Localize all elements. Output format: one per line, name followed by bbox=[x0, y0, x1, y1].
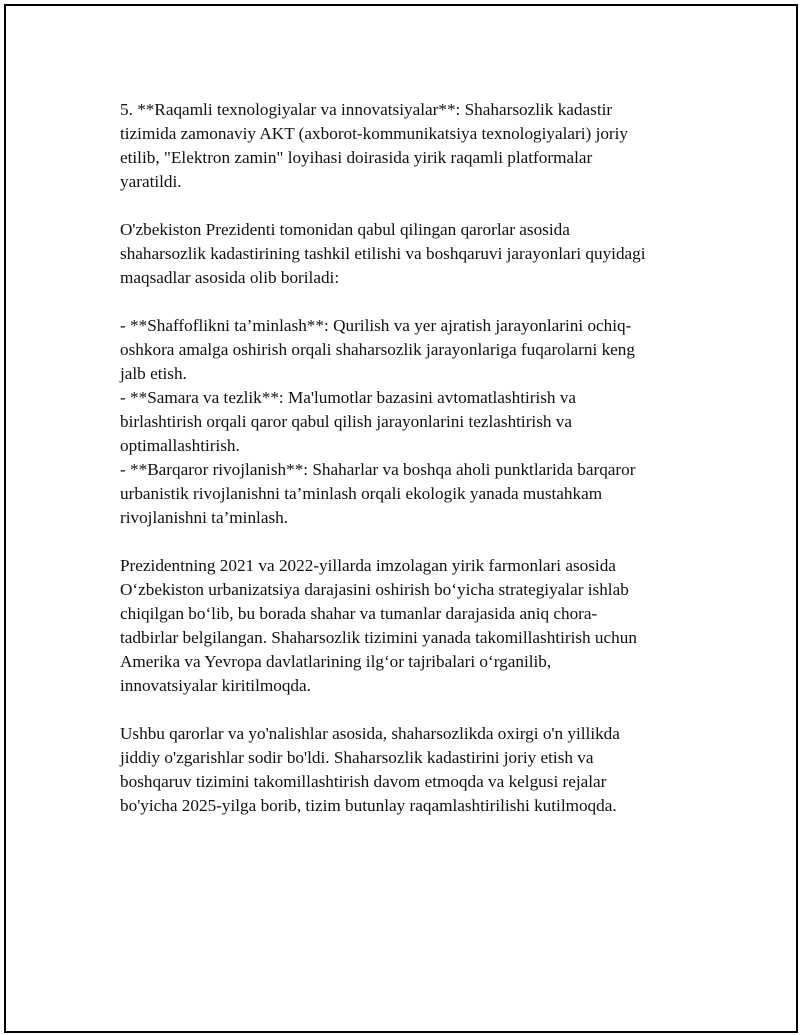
text-line: tizimida zamonaviy AKT (axborot-kommunikatsiya texnologiyalari) joriy bbox=[120, 124, 629, 143]
text-line: etilib, "Elektron zamin" loyihasi doirasida yirik raqamli platformalar bbox=[120, 148, 593, 167]
text-line: birlashtirish orqali qaror qabul qilish jarayonlarini tezlashtirish va bbox=[120, 412, 573, 431]
paragraph-digital-technologies bbox=[120, 98, 700, 194]
text-line: rivojlanishni ta’minlash. bbox=[120, 508, 289, 527]
text-line: Prezidentning 2021 va 2022-yillarda imzolagan yirik farmonlari asosida bbox=[120, 556, 616, 575]
text-line: boshqaruv tizimini takomillashtirish davom etmoqda va kelgusi rejalar bbox=[120, 772, 607, 791]
text-line: innovatsiyalar kiritilmoqda. bbox=[120, 676, 311, 695]
paragraph-president-decisions bbox=[120, 218, 700, 290]
text-line: Amerika va Yevropa davlatlarining ilg‘or tajribalari o‘rganilib, bbox=[120, 652, 552, 671]
text-line: urbanistik rivojlanishni ta’minlash orqali ekologik yanada mustahkam bbox=[120, 484, 603, 503]
text-line: O‘zbekiston urbanizatsiya darajasini oshirish bo‘yicha strategiyalar ishlab bbox=[120, 580, 629, 599]
text-line: shaharsozlik kadastirining tashkil etilishi va boshqaruvi jarayonlari quyidagi bbox=[120, 244, 646, 263]
paragraph-conclusion bbox=[120, 722, 700, 818]
text-line: oshkora amalga oshirish orqali shaharsozlik jarayonlariga fuqarolarni keng bbox=[120, 340, 635, 359]
text-line: tadbirlar belgilangan. Shaharsozlik tizimini yanada takomillashtirish uchun bbox=[120, 628, 637, 647]
text-line: - **Barqaror rivojlanish**: Shaharlar va boshqa aholi punktlarida barqaror bbox=[120, 460, 636, 479]
paragraph-presidential-decrees bbox=[120, 554, 700, 698]
text-line: optimallashtirish. bbox=[120, 436, 240, 455]
text-line: maqsadlar asosida olib boriladi: bbox=[120, 268, 340, 287]
text-line: - **Shaffoflikni ta’minlash**: Qurilish va yer ajratish jarayonlarini ochiq- bbox=[120, 316, 632, 335]
text-line: jiddiy o'zgarishlar sodir bo'ldi. Shaharsozlik kadastirini joriy etish va bbox=[120, 748, 594, 767]
text-line: O'zbekiston Prezidenti tomonidan qabul qilingan qarorlar asosida bbox=[120, 220, 570, 239]
text-line: chiqilgan bo‘lib, bu borada shahar va tumanlar darajasida aniq chora- bbox=[120, 604, 598, 623]
text-line: bo'yicha 2025-yilga borib, tizim butunlay raqamlashtirilishi kutilmoqda. bbox=[120, 796, 617, 815]
document-body bbox=[120, 98, 700, 842]
page-frame bbox=[4, 4, 798, 1033]
text-line: Ushbu qarorlar va yo'nalishlar asosida, shaharsozlikda oxirgi o'n yillikda bbox=[120, 724, 620, 743]
paragraph-goals-list bbox=[120, 314, 700, 530]
text-line: jalb etish. bbox=[120, 364, 187, 383]
text-line: - **Samara va tezlik**: Ma'lumotlar bazasini avtomatlashtirish va bbox=[120, 388, 577, 407]
text-line: yaratildi. bbox=[120, 172, 182, 191]
text-line: 5. **Raqamli texnologiyalar va innovatsiyalar**: Shaharsozlik kadastir bbox=[120, 100, 613, 119]
